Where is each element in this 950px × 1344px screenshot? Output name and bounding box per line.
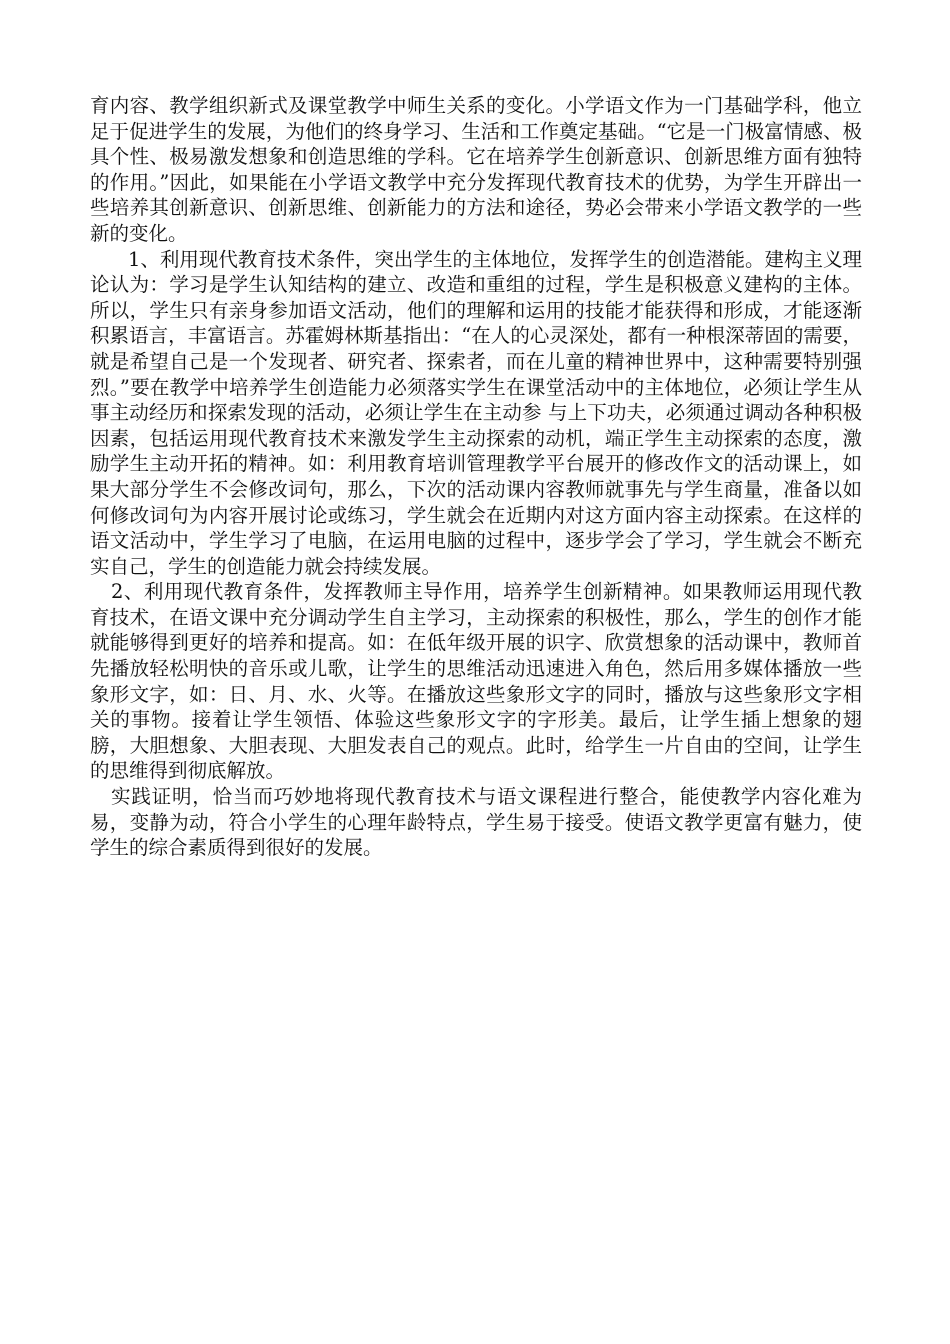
document-page — [90, 93, 862, 861]
paragraph-conclusion: 实践证明，恰当而巧妙地将现代教育技术与语文课程进行整合，能使教学内容化难为易，变静为动，符合小学生的心理年龄特点，学生易于接受。使语文教学更富有魅力，使学生的综合素质得到很好的发展。 — [90, 785, 862, 860]
paragraph-point-2: 2、利用现代教育条件，发挥教师主导作用，培养学生创新精神。如果教师运用现代教育技术，在语文课中充分调动学生自主学习，主动探索的积极性，那么，学生的创作才能就能够得到更好的培养和提高。如：在低年级开展的识字、欣赏想象的活动课中，教师首先播放轻松明快的音乐或儿歌，让学生的思维活动迅速进入角色，然后用多媒体播放一些象形文字，如：日、月、水、火等。在播放这些象形文字的同时，播放与这些象形文字相关的事物。接着让学生领悟、体验这些象形文字的字形美。最后，让学生插上想象的翅膀，大胆想象、大胆表现、大胆发表自己的观点。此时，给学生一片自由的空间，让学生的思维得到彻底解放。 — [90, 580, 862, 783]
paragraph-intro: 育内容、教学组织新式及课堂教学中师生关系的变化。小学语文作为一门基础学科，他立足于促进学生的发展，为他们的终身学习、生活和工作奠定基础。“它是一门极富情感、极具个性、极易激发想象和创造思维的学科。它在培养学生创新意识、创新思维方面有独特的作用。”因此，如果能在小学语文教学中充分发挥现代教育技术的优势，为学生开辟出一些培养其创新意识、创新思维、创新能力的方法和途径，势必会带来小学语文教学的一些新的变化。 — [90, 94, 862, 245]
paragraph-point-1: 1、利用现代教育技术条件，突出学生的主体地位，发挥学生的创造潜能。建构主义理论认为：学习是学生认知结构的建立、改造和重组的过程，学生是积极意义建构的主体。所以，学生只有亲身参加语文活动，他们的理解和运用的技能才能获得和形成，才能逐渐积累语言，丰富语言。苏霍姆林斯基指出：“在人的心灵深处，都有一种根深蒂固的需要，就是希望自己是一个发现者、研究者、探索者，而在儿童的精神世界中，这种需要特别强烈。”要在教学中培养学生创造能力必须落实学生在课堂活动中的主体地位，必须让学生从事主动经历和探索发现的活动，必须让学生在主动参 与上下功夫，必须通过调动各种积极因素，包括运用现代教育技术来激发学生主动探索的动机，端正学生主动探索的态度，激励学生主动开拓的精神。如：利用教育培训管理教学平台展开的修改作文的活动课上，如果大部分学生不会修改词句，那么，下次的活动课内容教师就事先与学生商量，准备以如何修改词句为内容开展讨论或练习，学生就会在近期内对这方面内容主动探索。在这样的语文活动中，学生学习了电脑，在运用电脑的过程中，逐步学会了学习，学生就会不断充实自己，学生的创造能力就会持续发展。 — [90, 247, 862, 578]
